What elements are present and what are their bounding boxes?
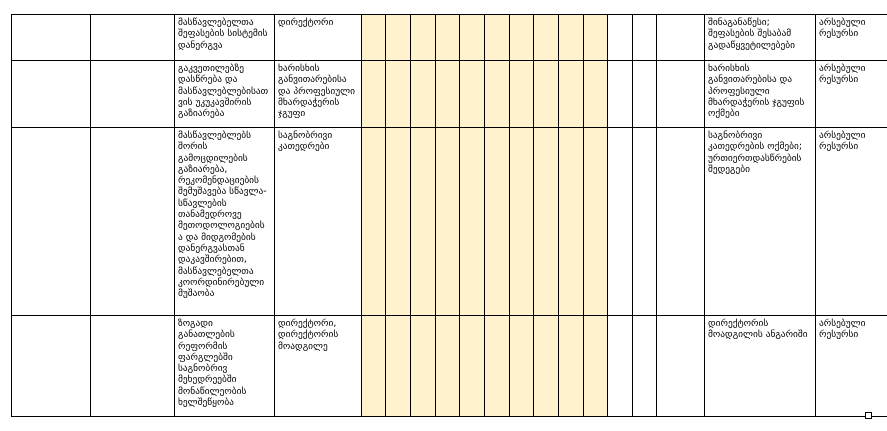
resource-cell [816, 128, 887, 316]
table-resize-handle[interactable] [865, 412, 872, 419]
timeline-cell [559, 15, 584, 61]
goal-cell [91, 15, 175, 61]
timeline-cell [510, 15, 534, 61]
timeline-cell [485, 128, 510, 316]
goal-cell [91, 61, 175, 128]
timeline-cell [436, 15, 460, 61]
timeline-cell [559, 61, 584, 128]
resource-text: არსებული რესურსი [819, 130, 866, 153]
activity-cell [175, 15, 275, 61]
timeline-cell [386, 15, 411, 61]
indicator-cell [705, 15, 816, 61]
timeline-cell [584, 128, 608, 316]
responsible-text: დირექტორი, დირექტორის მოადგილე [278, 318, 339, 352]
timeline-cell [559, 316, 584, 417]
empty-cell [657, 61, 705, 128]
resource-text: არსებული რესურსი [819, 318, 866, 341]
number-cell [12, 61, 91, 128]
timeline-cell [411, 15, 436, 61]
timeline-cell [362, 15, 386, 61]
indicator-cell [705, 61, 816, 128]
indicator-text: შინაგანაწესი; შეფასების შესაბამ გადაწყვეტილებები [708, 17, 795, 51]
timeline-cell [436, 61, 460, 128]
timeline-cell [534, 316, 559, 417]
empty-cell [657, 15, 705, 61]
responsible-cell [275, 61, 362, 128]
indicator-cell [705, 316, 816, 417]
timeline-cell [485, 15, 510, 61]
activity-text: ზოგადი განათლების რეფორმის ფარგლებში საგნობრივ მეხედრეებში მონაწილეობის ხელშეწყობა [178, 318, 247, 409]
responsible-text: ხარისხის განვითარებისა და პროფესიული მხარდაჭერის ჯგუფი [278, 63, 355, 120]
activity-text: გაკვეთილებზე დასწრება და მასწავლებლებისათვის უკუკავშირის გაზიარება [178, 63, 269, 120]
responsible-text: დირექტორი [278, 17, 334, 28]
timeline-cell [510, 128, 534, 316]
timeline-cell [436, 128, 460, 316]
goal-cell [91, 316, 175, 417]
timeline-cell [608, 15, 633, 61]
timeline-cell [633, 316, 657, 417]
timeline-cell [584, 15, 608, 61]
timeline-cell [411, 316, 436, 417]
table-row [12, 316, 887, 417]
table-row [12, 128, 887, 316]
timeline-cell [534, 61, 559, 128]
timeline-cell [485, 316, 510, 417]
timeline-cell [534, 128, 559, 316]
indicator-text: დირექტორის მოადგილის ანგარიში [708, 318, 808, 341]
timeline-cell [362, 128, 386, 316]
timeline-cell [362, 316, 386, 417]
timeline-cell [633, 128, 657, 316]
timeline-cell [633, 61, 657, 128]
timeline-cell [608, 316, 633, 417]
resource-cell [816, 316, 887, 417]
timeline-cell [608, 61, 633, 128]
indicator-text: ხარისხის განვითარებისა და პროფესიული მხარდაჭერის ჯგუფის ოქმები [708, 63, 805, 120]
timeline-cell [460, 128, 485, 316]
indicator-cell [705, 128, 816, 316]
timeline-cell [608, 128, 633, 316]
activity-cell [175, 128, 275, 316]
timeline-cell [386, 128, 411, 316]
activity-text: მასწავლებელთა შეფასების სისტემის დანერგვა [178, 17, 268, 51]
activity-cell [175, 61, 275, 128]
number-cell [12, 128, 91, 316]
timeline-cell [411, 128, 436, 316]
number-cell [12, 316, 91, 417]
timeline-cell [633, 15, 657, 61]
timeline-cell [460, 316, 485, 417]
timeline-cell [584, 316, 608, 417]
table-row [12, 61, 887, 128]
table-row [12, 15, 887, 61]
timeline-cell [386, 316, 411, 417]
responsible-cell [275, 15, 362, 61]
timeline-cell [559, 128, 584, 316]
goal-cell [91, 128, 175, 316]
timeline-cell [362, 61, 386, 128]
responsible-cell [275, 128, 362, 316]
timeline-cell [411, 61, 436, 128]
timeline-cell [584, 61, 608, 128]
number-cell [12, 15, 91, 61]
plan-table [11, 14, 887, 417]
resource-text: არსებული რესურსი [819, 63, 866, 86]
timeline-cell [485, 61, 510, 128]
responsible-text: საგნობრივი კათედრები [278, 130, 333, 153]
timeline-cell [510, 316, 534, 417]
resource-cell [816, 15, 887, 61]
empty-cell [657, 316, 705, 417]
timeline-cell [510, 61, 534, 128]
timeline-cell [460, 15, 485, 61]
timeline-cell [460, 61, 485, 128]
timeline-cell [534, 15, 559, 61]
activity-cell [175, 316, 275, 417]
empty-cell [657, 128, 705, 316]
timeline-cell [436, 316, 460, 417]
timeline-cell [386, 61, 411, 128]
indicator-text: საგნობრივი კათედრების ოქმები; ურთიერთდასწრების შედეგები [708, 130, 802, 175]
responsible-cell [275, 316, 362, 417]
activity-text: მასწავლებლებს შორის გამოცდილების გაზიარება, რეკომენდაციების შემუშავება სწავლა-სწავლების თანამედროვე მეთოდოლოგიების ა და მიდგომების დანერგვასთან დაკავშირებით, მასწავლებელთა კოორდინირებული მუშაობა [178, 130, 267, 300]
resource-text: არსებული რესურსი [819, 17, 866, 40]
resource-cell [816, 61, 887, 128]
